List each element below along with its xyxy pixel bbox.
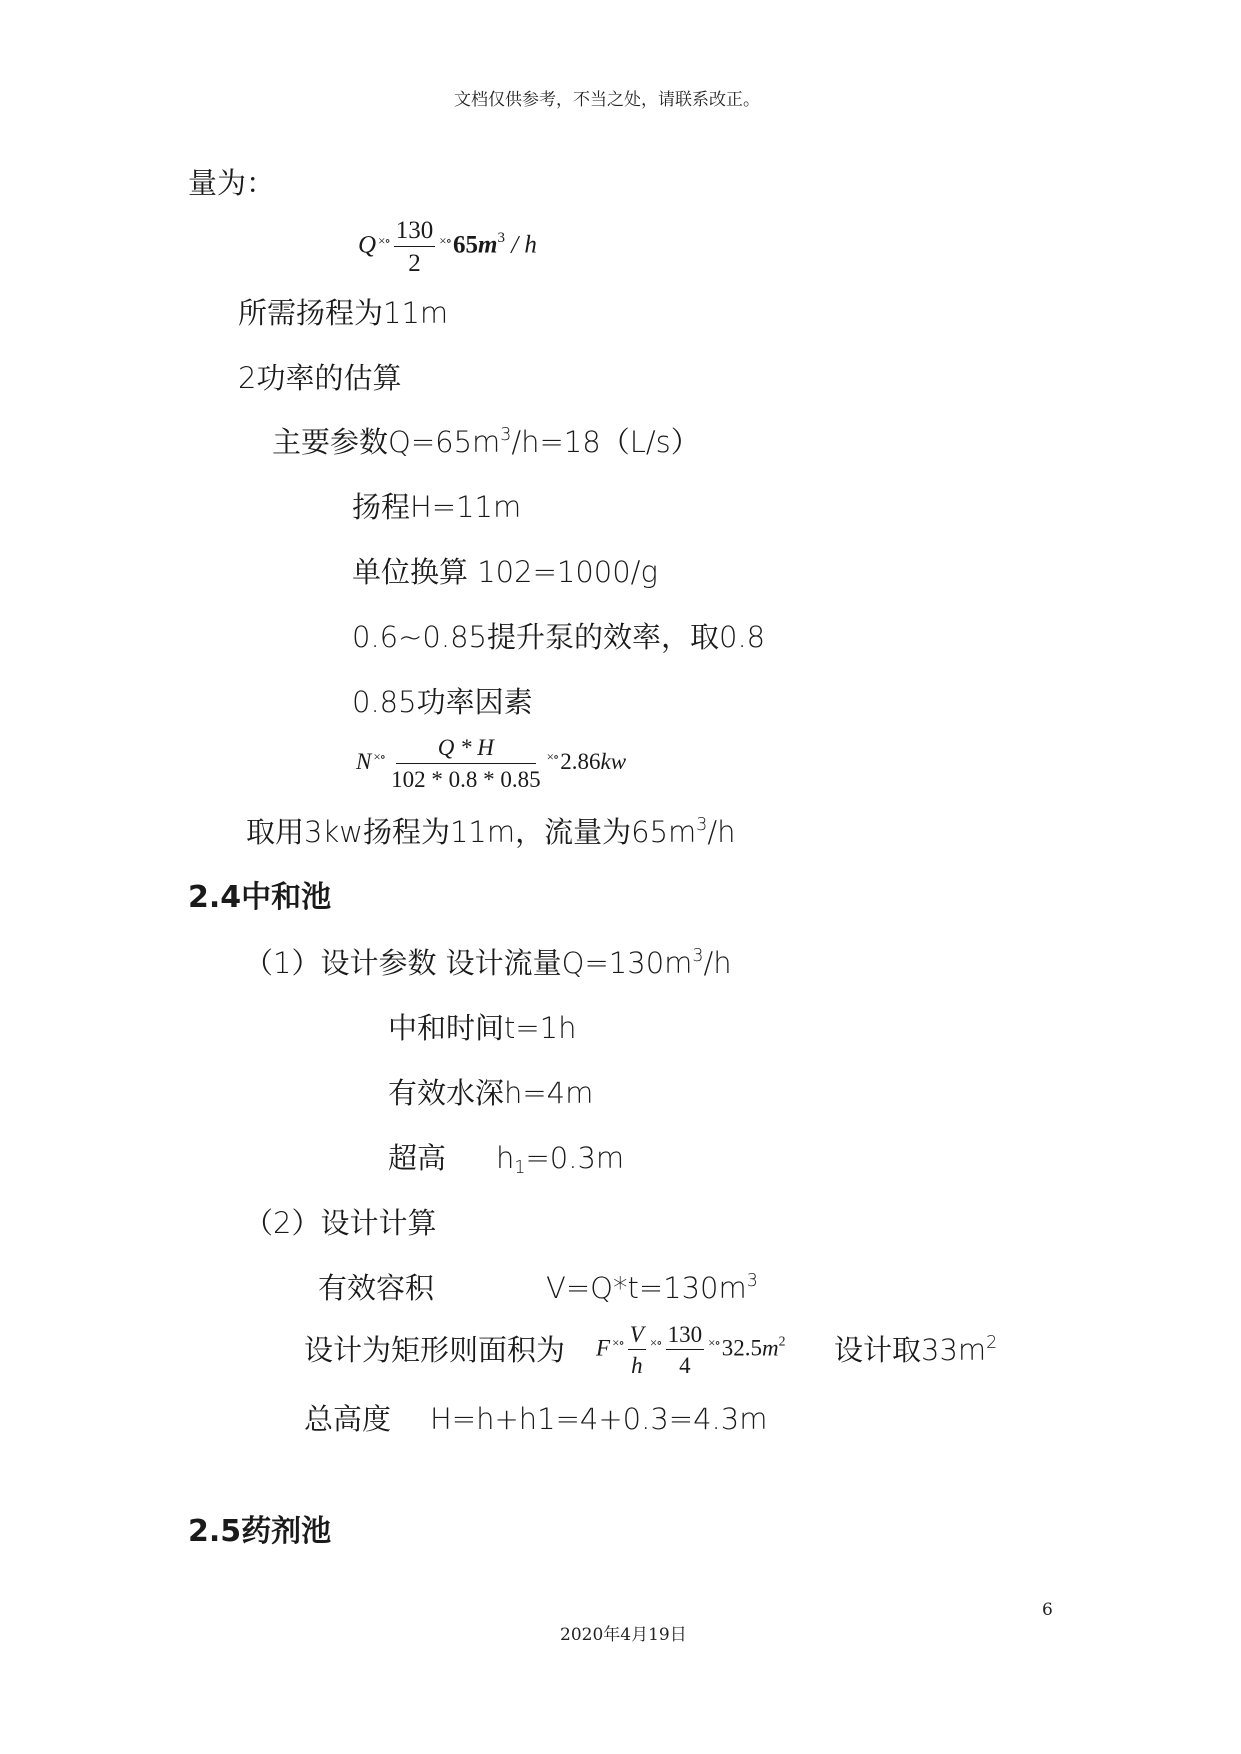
eq-area-rhs-num: 32.5	[721, 1335, 763, 1361]
eq-power-rhs-num: 2.86	[560, 748, 601, 774]
eq-area-fraction-2	[666, 1323, 705, 1377]
freeboard	[388, 1141, 625, 1179]
eq-flow-fraction	[394, 218, 436, 276]
main-params-text: 主要参数Q=65m	[272, 425, 501, 459]
eq-flow-num: 130	[394, 218, 436, 247]
freeboard-label: 超高	[388, 1141, 447, 1175]
eq-area-op2: ×∘	[649, 1335, 662, 1351]
main-params-post: /h=18（L/s）	[511, 425, 700, 459]
equation-power	[356, 736, 626, 791]
eq-power-lhs: N	[356, 748, 372, 774]
pump-choice	[246, 815, 736, 850]
eq-flow-rhs-unit: m	[478, 231, 498, 259]
main-parameters	[272, 425, 700, 460]
volume-value-sup: 3	[746, 1270, 758, 1291]
flow-intro: 量为：	[188, 166, 276, 200]
effective-water-depth: 有效水深h=4m	[388, 1076, 594, 1110]
eq-power-rhs-unit: kw	[600, 748, 627, 774]
lift-value: 扬程H=11m	[352, 490, 522, 524]
design-params-text: （1）设计参数 设计流量Q=130m	[244, 946, 693, 980]
eq-flow-op1: ×∘	[378, 232, 390, 248]
design-params-post: /h	[703, 946, 732, 980]
freeboard-sub: 1	[514, 1158, 526, 1179]
eq-power-op2: ×∘	[546, 748, 559, 764]
eq-area-rhs-exp: 2	[778, 1333, 786, 1349]
eq-flow-lhs: Q	[358, 231, 377, 259]
eq-area-num2: 130	[666, 1323, 705, 1350]
section-2-5-heading: 2.5药剂池	[188, 1514, 332, 1549]
power-factor: 0.85功率因素	[352, 685, 533, 719]
eq-area-lhs: F	[596, 1335, 611, 1361]
effective-volume-value	[546, 1271, 758, 1306]
equation-flow	[358, 218, 537, 276]
eq-area-den2: 4	[679, 1353, 691, 1378]
eq-area-rhs-unit: m	[762, 1335, 779, 1361]
design-calculation: （2）设计计算	[244, 1206, 437, 1240]
eq-area-den1: h	[631, 1353, 643, 1378]
eq-flow-rhs-exp: 3	[497, 230, 505, 247]
volume-value-text: V=Q*t=130m	[546, 1271, 747, 1305]
main-params-sup: 3	[500, 424, 512, 445]
eq-power-fraction	[389, 736, 543, 791]
head-required: 所需扬程为11m	[238, 296, 449, 330]
area-label: 设计为矩形则面积为	[304, 1333, 566, 1367]
freeboard-symbol: h	[496, 1141, 515, 1175]
eq-flow-den: 2	[408, 250, 421, 277]
pump-choice-text: 取用3kw扬程为11m，流量为65m	[246, 815, 697, 849]
eq-area-op3: ×∘	[708, 1335, 720, 1351]
pump-choice-sup: 3	[696, 814, 708, 835]
neutralize-time: 中和时间t=1h	[388, 1011, 577, 1045]
design-params-sup: 3	[692, 945, 704, 966]
area-take-text: 设计取33m	[834, 1333, 987, 1367]
pump-efficiency: 0.6~0.85提升泵的效率，取0.8	[352, 620, 766, 654]
eq-flow-op2: ×∘	[439, 232, 451, 248]
eq-area-op1: ×∘	[612, 1335, 624, 1351]
eq-flow-rhs-rest: / h	[504, 231, 537, 259]
freeboard-value: =0.3m	[525, 1141, 625, 1175]
design-parameters	[244, 946, 732, 981]
page-number: 6	[1042, 1600, 1053, 1620]
eq-flow-rhs-num: 65	[453, 231, 478, 259]
eq-power-op1: ×∘	[373, 748, 386, 764]
effective-volume-label: 有效容积	[318, 1271, 435, 1305]
eq-power-num: Q * H	[396, 736, 536, 764]
header-note: 文档仅供参考，不当之处，请联系改正。	[454, 90, 760, 110]
footer-date: 2020年4月19日	[560, 1625, 687, 1645]
eq-power-den: 102 * 0.8 * 0.85	[391, 767, 541, 792]
area-take	[834, 1333, 997, 1368]
section-2-4-heading: 2.4中和池	[188, 880, 332, 915]
power-estimate-title: 2功率的估算	[238, 361, 402, 395]
total-height-label: 总高度	[304, 1402, 392, 1436]
unit-conversion: 单位换算 102=1000/g	[352, 555, 658, 589]
pump-choice-post: /h	[707, 815, 736, 849]
equation-area	[596, 1323, 786, 1377]
total-height-value: H=h+h1=4+0.3=4.3m	[430, 1402, 768, 1436]
eq-area-num1: V	[628, 1323, 646, 1350]
area-take-sup: 2	[986, 1332, 998, 1353]
eq-area-fraction-1	[628, 1323, 646, 1377]
